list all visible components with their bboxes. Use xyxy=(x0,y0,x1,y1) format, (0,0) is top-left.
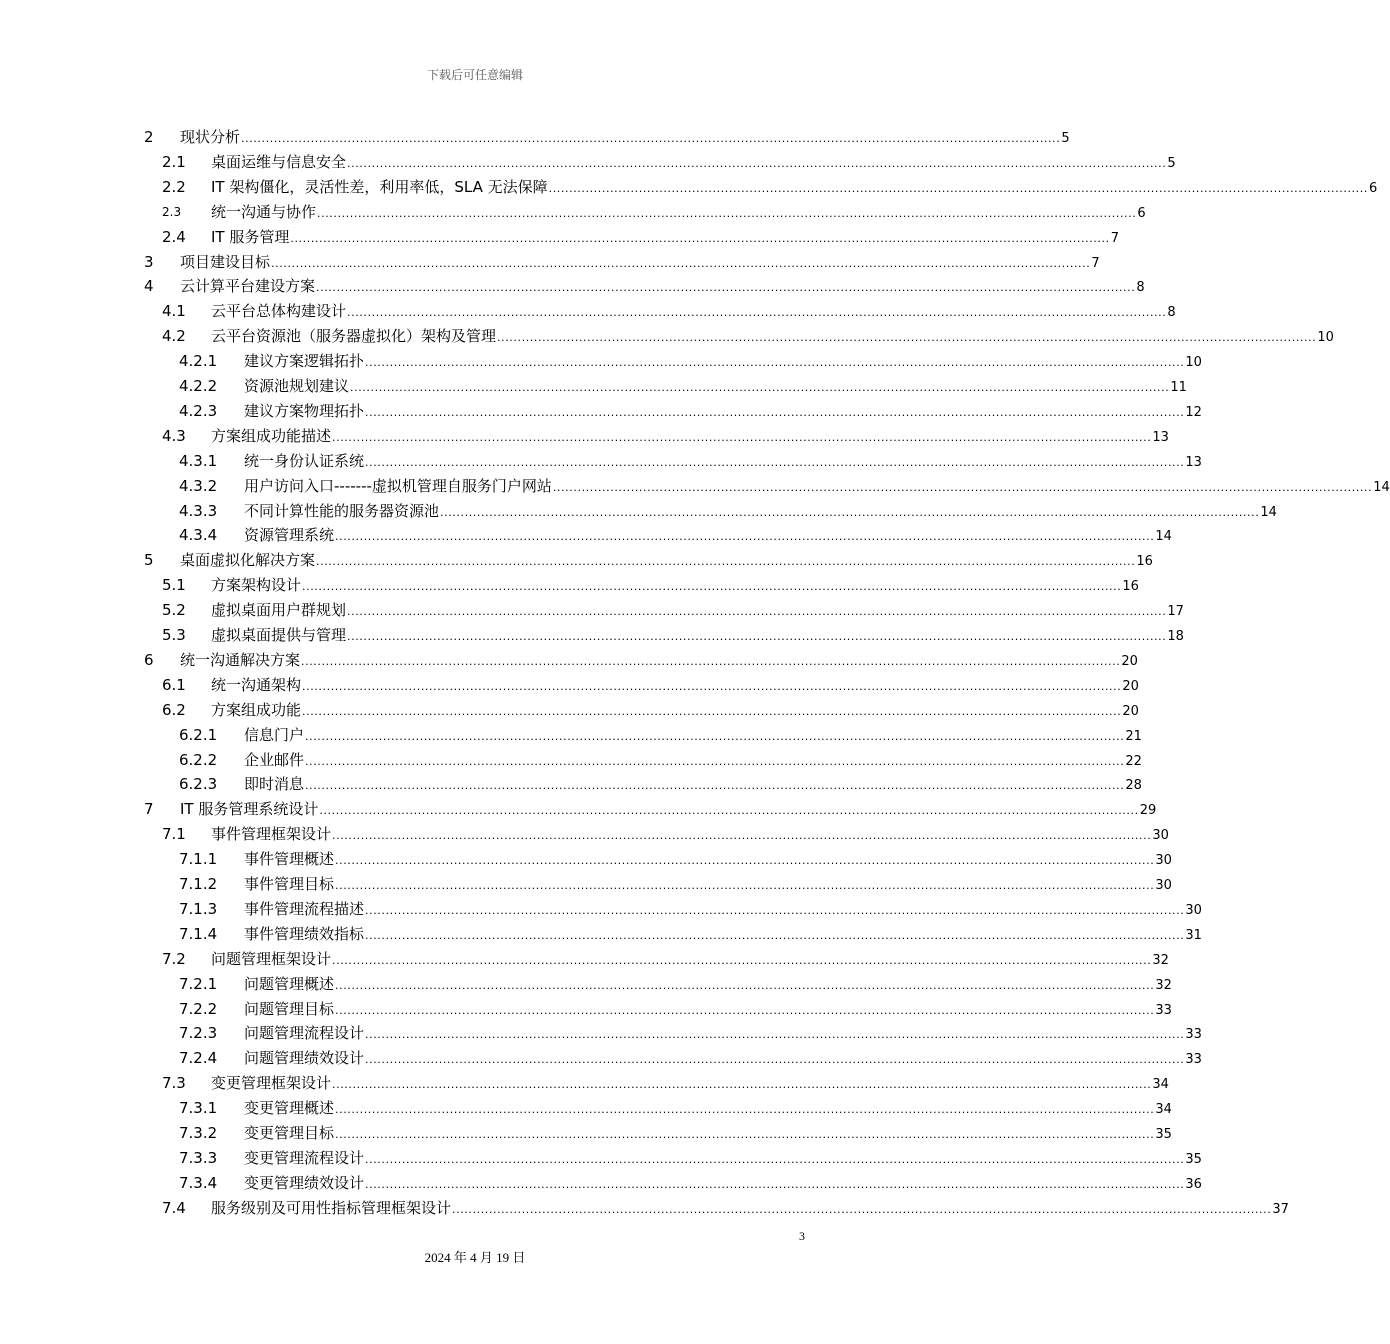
toc-entry-title[interactable]: 建议方案物理拓扑 xyxy=(244,401,365,420)
toc-entry-number: 7.2.1 xyxy=(179,974,218,993)
toc-entry[interactable] xyxy=(0,997,1172,1022)
toc-entry-title[interactable]: 桌面运维与信息安全 xyxy=(211,152,347,171)
toc-entry-page: 10 xyxy=(1185,355,1202,371)
toc-leader-dots: ........................................................................................................................................................................................................ xyxy=(365,1053,1185,1067)
toc-entry-number: 5.2 xyxy=(162,601,186,620)
toc-leader-dots: ........................................................................................................................................................................................................ xyxy=(335,530,1155,544)
toc-entry-page: 13 xyxy=(1152,429,1169,445)
toc-entry[interactable] xyxy=(0,1096,1172,1121)
toc-entry-title[interactable]: 即时消息 xyxy=(244,775,305,794)
toc-entry[interactable] xyxy=(0,250,1100,275)
toc-entry-number: 4.2.2 xyxy=(179,377,218,395)
toc-entry-page: 16 xyxy=(1136,554,1153,570)
toc-entry-number: 4.2 xyxy=(162,327,186,346)
toc-entry-title[interactable]: 变更管理目标 xyxy=(244,1124,335,1142)
toc-leader-dots: ........................................................................................................................................................................................................ xyxy=(365,1152,1185,1166)
toc-entry-title[interactable]: 方案组成功能 xyxy=(211,700,302,719)
toc-entry[interactable] xyxy=(0,374,1187,399)
toc-entry-number: 2.1 xyxy=(162,152,186,171)
toc-entry-title[interactable]: IT 服务管理 xyxy=(211,227,290,246)
toc-entry-title[interactable]: 资源管理系统 xyxy=(244,526,335,545)
toc-leader-dots: ........................................................................................................................................................................................................ xyxy=(365,405,1185,419)
toc-entry-number: 4.1 xyxy=(162,302,186,321)
toc-leader-dots: ........................................................................................................................................................................................................ xyxy=(317,206,1137,220)
toc-leader-dots: ........................................................................................................................................................................................................ xyxy=(365,903,1185,917)
toc-entry[interactable] xyxy=(0,772,1142,797)
toc-entry[interactable] xyxy=(0,548,1153,573)
toc-entry[interactable] xyxy=(0,399,1202,424)
toc-entry-number: 2.4 xyxy=(162,227,186,246)
toc-entry[interactable] xyxy=(0,673,1139,698)
toc-leader-dots: ........................................................................................................................................................................................................ xyxy=(440,505,1260,519)
toc-entry-number: 2.3 xyxy=(162,204,182,219)
toc-leader-dots: ........................................................................................................................................................................................................ xyxy=(305,779,1125,793)
toc-leader-dots: ........................................................................................................................................................................................................ xyxy=(290,231,1110,245)
toc-leader-dots: ........................................................................................................................................................................................................ xyxy=(335,1128,1155,1141)
toc-leader-dots: ........................................................................................................................................................................................................ xyxy=(347,605,1167,619)
toc-entry-title[interactable]: 用户访问入口-------虚拟机管理自服务门户网站 xyxy=(244,476,552,495)
toc-entry[interactable] xyxy=(0,1171,1202,1196)
toc-entry-page: 5 xyxy=(1061,131,1070,146)
toc-leader-dots: ........................................................................................................................................................................................................ xyxy=(332,1078,1152,1092)
toc-entry-number: 5.1 xyxy=(162,576,186,595)
toc-entry-title[interactable]: 不同计算性能的服务器资源池 xyxy=(244,501,440,520)
toc-leader-dots: ........................................................................................................................................................................................................ xyxy=(332,953,1152,967)
toc-entry-page: 20 xyxy=(1122,703,1139,719)
toc-leader-dots: ........................................................................................................................................................................................................ xyxy=(335,978,1155,992)
toc-entry[interactable] xyxy=(0,125,1070,150)
toc-leader-dots: ........................................................................................................................................................................................................ xyxy=(332,430,1152,444)
toc-entry-number: 7.2.3 xyxy=(179,1024,218,1043)
toc-entry-page: 17 xyxy=(1167,604,1184,620)
toc-entry[interactable] xyxy=(0,1046,1202,1071)
toc-entry-page: 16 xyxy=(1122,579,1139,595)
toc-entry-page: 18 xyxy=(1167,629,1184,644)
toc-entry[interactable] xyxy=(0,424,1169,449)
toc-entry[interactable] xyxy=(0,349,1202,374)
toc-entry-page: 14 xyxy=(1155,529,1172,545)
toc-entry-number: 4.2.3 xyxy=(179,401,218,420)
toc-entry-number: 7.1.4 xyxy=(179,924,218,943)
toc-entry-page: 14 xyxy=(1260,504,1277,520)
toc-entry-title[interactable]: 云平台总体构建设计 xyxy=(211,302,347,321)
toc-entry-number: 2 xyxy=(144,128,154,146)
toc-leader-dots: ........................................................................................................................................................................................................ xyxy=(347,156,1167,170)
toc-entry-title[interactable]: IT 架构僵化，灵活性差，利用率低，SLA 无法保障 xyxy=(211,177,548,196)
toc-entry-page: 8 xyxy=(1136,280,1145,296)
toc-entry-number: 7.2 xyxy=(162,949,186,968)
toc-entry-number: 5.3 xyxy=(162,626,186,644)
toc-leader-dots: ........................................................................................................................................................................................................ xyxy=(302,704,1122,718)
toc-entry-number: 4.3.3 xyxy=(179,501,218,520)
toc-entry-page: 30 xyxy=(1155,853,1172,869)
toc-entry-title[interactable]: 问题管理绩效设计 xyxy=(244,1049,365,1068)
toc-entry-number: 7.2.2 xyxy=(179,999,218,1018)
toc-entry-number: 6 xyxy=(144,650,154,669)
toc-entry-number: 6.1 xyxy=(162,675,186,694)
toc-entry-title[interactable]: 云平台资源池（服务器虚拟化）架构及管理 xyxy=(211,327,497,346)
toc-leader-dots: ........................................................................................................................................................................................................ xyxy=(332,829,1152,843)
toc-entry[interactable] xyxy=(0,847,1172,872)
footer-date: 2024 年 4 月 19 日 xyxy=(424,1250,526,1265)
toc-leader-dots: ........................................................................................................................................................................................................ xyxy=(319,804,1139,818)
toc-leader-dots: ........................................................................................................................................................................................................ xyxy=(335,879,1155,892)
toc-entry-title[interactable]: 方案组成功能描述 xyxy=(211,426,332,445)
toc-entry-title[interactable]: 统一身份认证系统 xyxy=(244,451,365,470)
toc-entry[interactable] xyxy=(0,1146,1202,1171)
toc-entry[interactable] xyxy=(0,797,1157,822)
toc-leader-dots: ........................................................................................................................................................................................................ xyxy=(365,1028,1185,1042)
toc-leader-dots: ........................................................................................................................................................................................................ xyxy=(365,455,1185,469)
toc-entry-title[interactable]: 统一沟通架构 xyxy=(211,675,302,694)
toc-entry[interactable] xyxy=(0,1021,1202,1046)
toc-entry-page: 32 xyxy=(1155,977,1172,993)
toc-entry-page: 30 xyxy=(1155,878,1172,893)
toc-entry[interactable] xyxy=(0,499,1277,524)
toc-entry-number: 4.3.2 xyxy=(179,476,218,495)
toc-entry-title[interactable]: 问题管理概述 xyxy=(244,974,335,993)
toc-entry[interactable] xyxy=(0,523,1172,548)
toc-entry[interactable] xyxy=(0,573,1139,598)
toc-entry-page: 32 xyxy=(1152,952,1169,968)
toc-entry-title[interactable]: 事件管理概述 xyxy=(244,850,335,869)
toc-leader-dots: ........................................................................................................................................................................................................ xyxy=(365,928,1185,942)
toc-entry[interactable] xyxy=(0,872,1172,897)
toc-entry-title[interactable]: 现状分析 xyxy=(180,128,241,146)
toc-entry-number: 3 xyxy=(144,252,154,271)
toc-entry-title[interactable]: 统一沟通与协作 xyxy=(211,202,317,221)
toc-entry[interactable] xyxy=(0,474,1390,499)
toc-entry-page: 33 xyxy=(1185,1027,1202,1043)
toc-entry-page: 31 xyxy=(1185,927,1202,943)
toc-entry-page: 37 xyxy=(1272,1201,1289,1217)
toc-entry-title[interactable]: 事件管理目标 xyxy=(244,875,335,893)
toc-leader-dots: ........................................................................................................................................................................................................ xyxy=(497,331,1317,345)
toc-leader-dots: ........................................................................................................................................................................................................ xyxy=(305,729,1125,743)
toc-entry-page: 30 xyxy=(1152,828,1169,844)
toc-leader-dots: ........................................................................................................................................................................................................ xyxy=(365,1177,1185,1191)
toc-entry-page: 7 xyxy=(1091,255,1100,271)
toc-entry-number: 7.1.3 xyxy=(179,899,218,918)
toc-entry[interactable] xyxy=(0,922,1202,947)
toc-entry-number: 2.2 xyxy=(162,177,186,196)
toc-entry-number: 5 xyxy=(144,551,154,570)
toc-leader-dots: ........................................................................................................................................................................................................ xyxy=(365,356,1185,370)
toc-entry-page: 28 xyxy=(1125,778,1142,794)
toc-leader-dots: ........................................................................................................................................................................................................ xyxy=(316,281,1136,295)
toc-entry-title[interactable]: 事件管理框架设计 xyxy=(211,825,332,844)
toc-entry-title[interactable]: 服务级别及可用性指标管理框架设计 xyxy=(211,1198,452,1217)
toc-entry-page: 10 xyxy=(1317,330,1334,346)
toc-entry-title[interactable]: 事件管理流程描述 xyxy=(244,899,365,918)
toc-entry[interactable] xyxy=(0,648,1138,673)
toc-entry-number: 7.2.4 xyxy=(179,1049,218,1068)
toc-leader-dots: ........................................................................................................................................................................................................ xyxy=(302,580,1122,594)
toc-leader-dots: ........................................................................................................................................................................................................ xyxy=(301,654,1121,668)
toc-entry-number: 4.3 xyxy=(162,426,186,445)
toc-entry-page: 13 xyxy=(1185,454,1202,470)
toc-leader-dots: ........................................................................................................................................................................................................ xyxy=(335,854,1155,868)
page-header: 下载后可任意编辑 xyxy=(426,68,523,82)
toc-entry[interactable] xyxy=(0,598,1184,623)
toc-leader-dots: ........................................................................................................................................................................................................ xyxy=(305,754,1125,768)
toc-entry-title[interactable]: 建议方案逻辑拓扑 xyxy=(244,352,365,371)
toc-entry-title[interactable]: 项目建设目标 xyxy=(180,252,271,271)
toc-entry-number: 6.2.1 xyxy=(179,725,218,744)
toc-entry[interactable] xyxy=(0,1196,1289,1221)
toc-entry-number: 7.3.4 xyxy=(179,1173,218,1192)
toc-leader-dots: ........................................................................................................................................................................................................ xyxy=(335,1103,1155,1117)
toc-entry-page: 7 xyxy=(1110,230,1119,246)
toc-entry-page: 5 xyxy=(1167,155,1176,171)
toc-leader-dots: ........................................................................................................................................................................................................ xyxy=(335,1003,1155,1017)
toc-entry-title[interactable]: 方案架构设计 xyxy=(211,576,302,595)
toc-entry-page: 35 xyxy=(1155,1127,1172,1142)
toc-entry-number: 7.1 xyxy=(162,825,186,844)
page-number: 3 xyxy=(799,1229,805,1243)
toc-leader-dots: ........................................................................................................................................................................................................ xyxy=(347,306,1167,320)
toc-entry-page: 6 xyxy=(1368,180,1378,196)
toc-entry-title[interactable]: IT 服务管理系统设计 xyxy=(180,800,319,819)
toc-entry-page: 11 xyxy=(1170,380,1187,395)
toc-entry-number: 4.3.4 xyxy=(179,526,218,545)
toc-entry-page: 35 xyxy=(1185,1151,1202,1167)
toc-entry-number: 6.2.3 xyxy=(179,775,218,794)
toc-entry[interactable] xyxy=(0,897,1202,922)
toc-entry-page: 34 xyxy=(1155,1102,1172,1118)
toc-entry-page: 33 xyxy=(1155,1002,1172,1018)
toc-entry-number: 6.2.2 xyxy=(179,750,218,769)
toc-leader-dots: ........................................................................................................................................................................................................ xyxy=(350,381,1170,394)
toc-entry-number: 7 xyxy=(144,800,154,819)
toc-leader-dots: ........................................................................................................................................................................................................ xyxy=(347,630,1167,643)
toc-entry-page: 21 xyxy=(1125,728,1142,744)
toc-entry-number: 6.2 xyxy=(162,700,186,719)
toc-entry-page: 34 xyxy=(1152,1077,1169,1093)
toc-entry[interactable] xyxy=(0,748,1142,773)
toc-entry-number: 7.4 xyxy=(162,1198,186,1217)
toc-entry-number: 4 xyxy=(144,277,154,296)
toc-entry-title[interactable]: 资源池规划建议 xyxy=(244,377,350,395)
toc-entry[interactable] xyxy=(0,1121,1172,1146)
toc-leader-dots: ........................................................................................................................................................................................................ xyxy=(302,679,1122,693)
toc-entry-number: 4.2.1 xyxy=(179,352,218,371)
toc-leader-dots: ........................................................................................................................................................................................................ xyxy=(316,555,1136,569)
toc-entry[interactable] xyxy=(0,449,1202,474)
toc-entry-title[interactable]: 桌面虚拟化解决方案 xyxy=(180,551,316,570)
toc-entry-title[interactable]: 变更管理概述 xyxy=(244,1099,335,1118)
toc-entry[interactable] xyxy=(0,1071,1169,1096)
toc-entry-page: 20 xyxy=(1122,678,1139,694)
toc-entry-title[interactable]: 变更管理框架设计 xyxy=(211,1074,332,1093)
toc-entry-page: 14 xyxy=(1373,479,1390,495)
toc-entry-number: 7.3.2 xyxy=(179,1124,218,1142)
toc-entry[interactable] xyxy=(0,698,1139,723)
toc-entry-page: 12 xyxy=(1185,404,1202,420)
toc-entry-title[interactable]: 问题管理流程设计 xyxy=(244,1024,365,1043)
toc-leader-dots: ........................................................................................................................................................................................................ xyxy=(271,256,1091,270)
toc-entry[interactable] xyxy=(0,947,1169,972)
toc-entry-title[interactable]: 统一沟通解决方案 xyxy=(180,650,301,669)
toc-entry-title[interactable]: 虚拟桌面提供与管理 xyxy=(211,626,347,644)
toc-entry-title[interactable]: 信息门户 xyxy=(244,725,305,744)
toc-entry[interactable] xyxy=(0,299,1176,324)
toc-entry[interactable] xyxy=(0,972,1172,997)
toc-entry-title[interactable]: 变更管理绩效设计 xyxy=(244,1173,365,1192)
toc-entry-page: 20 xyxy=(1121,653,1138,669)
toc-entry-page: 29 xyxy=(1139,803,1157,819)
toc-entry-title[interactable]: 问题管理目标 xyxy=(244,999,335,1018)
toc-entry-page: 36 xyxy=(1185,1176,1202,1192)
toc-entry-number: 4.3.1 xyxy=(179,451,218,470)
toc-entry-number: 7.3.1 xyxy=(179,1099,218,1118)
toc-leader-dots: ........................................................................................................................................................................................................ xyxy=(241,132,1061,145)
toc-entry[interactable] xyxy=(0,175,1378,200)
toc-entry-title[interactable]: 变更管理流程设计 xyxy=(244,1148,365,1167)
toc-entry[interactable] xyxy=(0,723,1142,748)
toc-entry-title[interactable]: 事件管理绩效指标 xyxy=(244,924,365,943)
toc-entry[interactable] xyxy=(0,200,1146,225)
toc-entry[interactable] xyxy=(0,623,1184,648)
toc-entry-page: 6 xyxy=(1137,205,1146,221)
toc-entry-page: 22 xyxy=(1125,753,1142,769)
toc-entry-page: 8 xyxy=(1167,305,1176,321)
toc-entry-title[interactable]: 问题管理框架设计 xyxy=(211,949,332,968)
toc-entry-title[interactable]: 虚拟桌面用户群规划 xyxy=(211,601,347,620)
toc-entry-title[interactable]: 云计算平台建设方案 xyxy=(180,277,316,296)
toc-entry-number: 7.3.3 xyxy=(179,1148,218,1167)
toc-entry-number: 7.1.2 xyxy=(179,875,218,893)
toc-entry[interactable] xyxy=(0,274,1145,299)
toc-entry[interactable] xyxy=(0,822,1169,847)
toc-entry-number: 7.3 xyxy=(162,1074,186,1093)
toc-entry[interactable] xyxy=(0,225,1119,250)
toc-entry-number: 7.1.1 xyxy=(179,850,218,869)
toc-entry[interactable] xyxy=(0,324,1334,349)
toc-entry-title[interactable]: 企业邮件 xyxy=(244,750,305,769)
toc-entry[interactable] xyxy=(0,150,1176,175)
toc-entry-page: 30 xyxy=(1185,902,1202,918)
toc-entry-page: 33 xyxy=(1185,1052,1202,1068)
toc-leader-dots: ........................................................................................................................................................................................................ xyxy=(548,181,1368,195)
toc-leader-dots: ........................................................................................................................................................................................................ xyxy=(552,480,1373,494)
toc-leader-dots: ........................................................................................................................................................................................................ xyxy=(452,1202,1272,1216)
